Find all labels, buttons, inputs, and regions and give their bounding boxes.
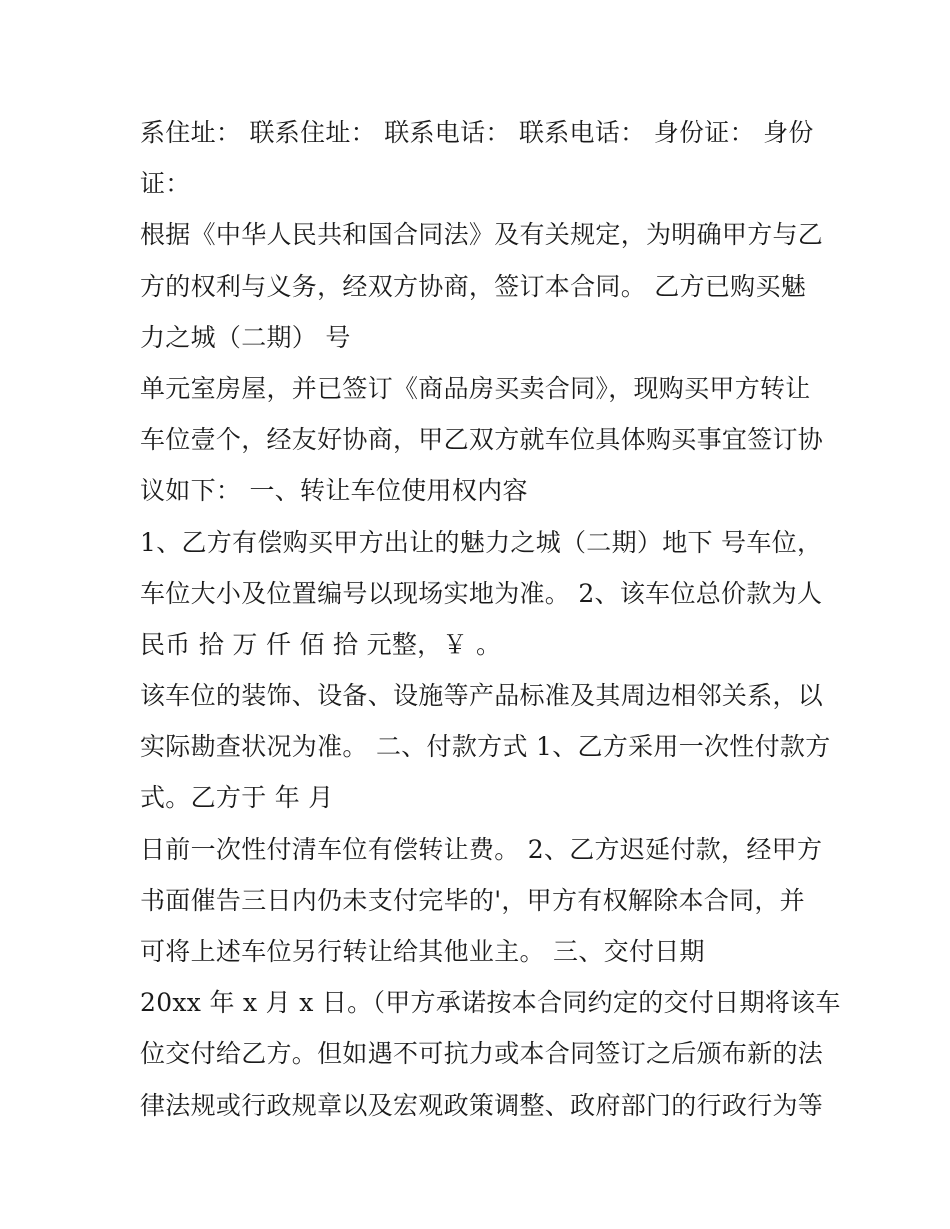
text-line: 力之城（二期） 号 xyxy=(140,322,351,352)
text-line: 方的权利与义务，经双方协商，签订本合同。 乙方已购买魅 xyxy=(140,271,807,301)
text-line: 书面催告三日内仍未支付完毕的'，甲方有权解除本合同，并 xyxy=(140,885,805,915)
text-line: 式。乙方于 年 月 xyxy=(140,783,334,813)
text-line: 20xx 年 x 月 x 日。（甲方承诺按本合同约定的交付日期将该车 xyxy=(140,988,841,1018)
text-line: 位交付给乙方。但如遇不可抗力或本合同签订之后颁布新的法 xyxy=(140,1039,824,1069)
text-line: 单元室房屋，并已签订《商品房买卖合同》，现购买甲方转让 xyxy=(140,373,811,403)
text-line: 日前一次性付清车位有偿转让费。 2、乙方迟延付款，经甲方 xyxy=(140,834,823,864)
text-line: 该车位的装饰、设备、设施等产品标准及其周边相邻关系，以 xyxy=(140,681,824,711)
text-line: 议如下： 一、转让车位使用权内容 xyxy=(140,476,528,506)
text-line: 律法规或行政规章以及宏观政策调整、政府部门的行政行为等 xyxy=(140,1090,824,1120)
text-line: 根据《中华人民共和国合同法》及有关规定，为明确甲方与乙 xyxy=(140,220,824,250)
text-line: 证： xyxy=(140,169,191,199)
text-line: 1、乙方有偿购买甲方出让的魅力之城（二期）地下 号车位， xyxy=(140,527,823,557)
text-line: 民币 拾 万 仟 佰 拾 元整，￥ 。 xyxy=(140,629,502,659)
text-line: 车位大小及位置编号以现场实地为准。 2、该车位总价款为人 xyxy=(140,578,823,608)
text-line: 可将上述车位另行转让给其他业主。 三、交付日期 xyxy=(140,937,705,966)
text-line: 系住址： 联系住址： 联系电话： 联系电话： 身份证： 身份 xyxy=(140,118,814,147)
text-line: 实际勘查状况为准。 二、付款方式 1、乙方采用一次性付款方 xyxy=(140,732,831,762)
text-line: 车位壹个，经友好协商，甲乙双方就车位具体购买事宜签订协 xyxy=(140,425,824,455)
